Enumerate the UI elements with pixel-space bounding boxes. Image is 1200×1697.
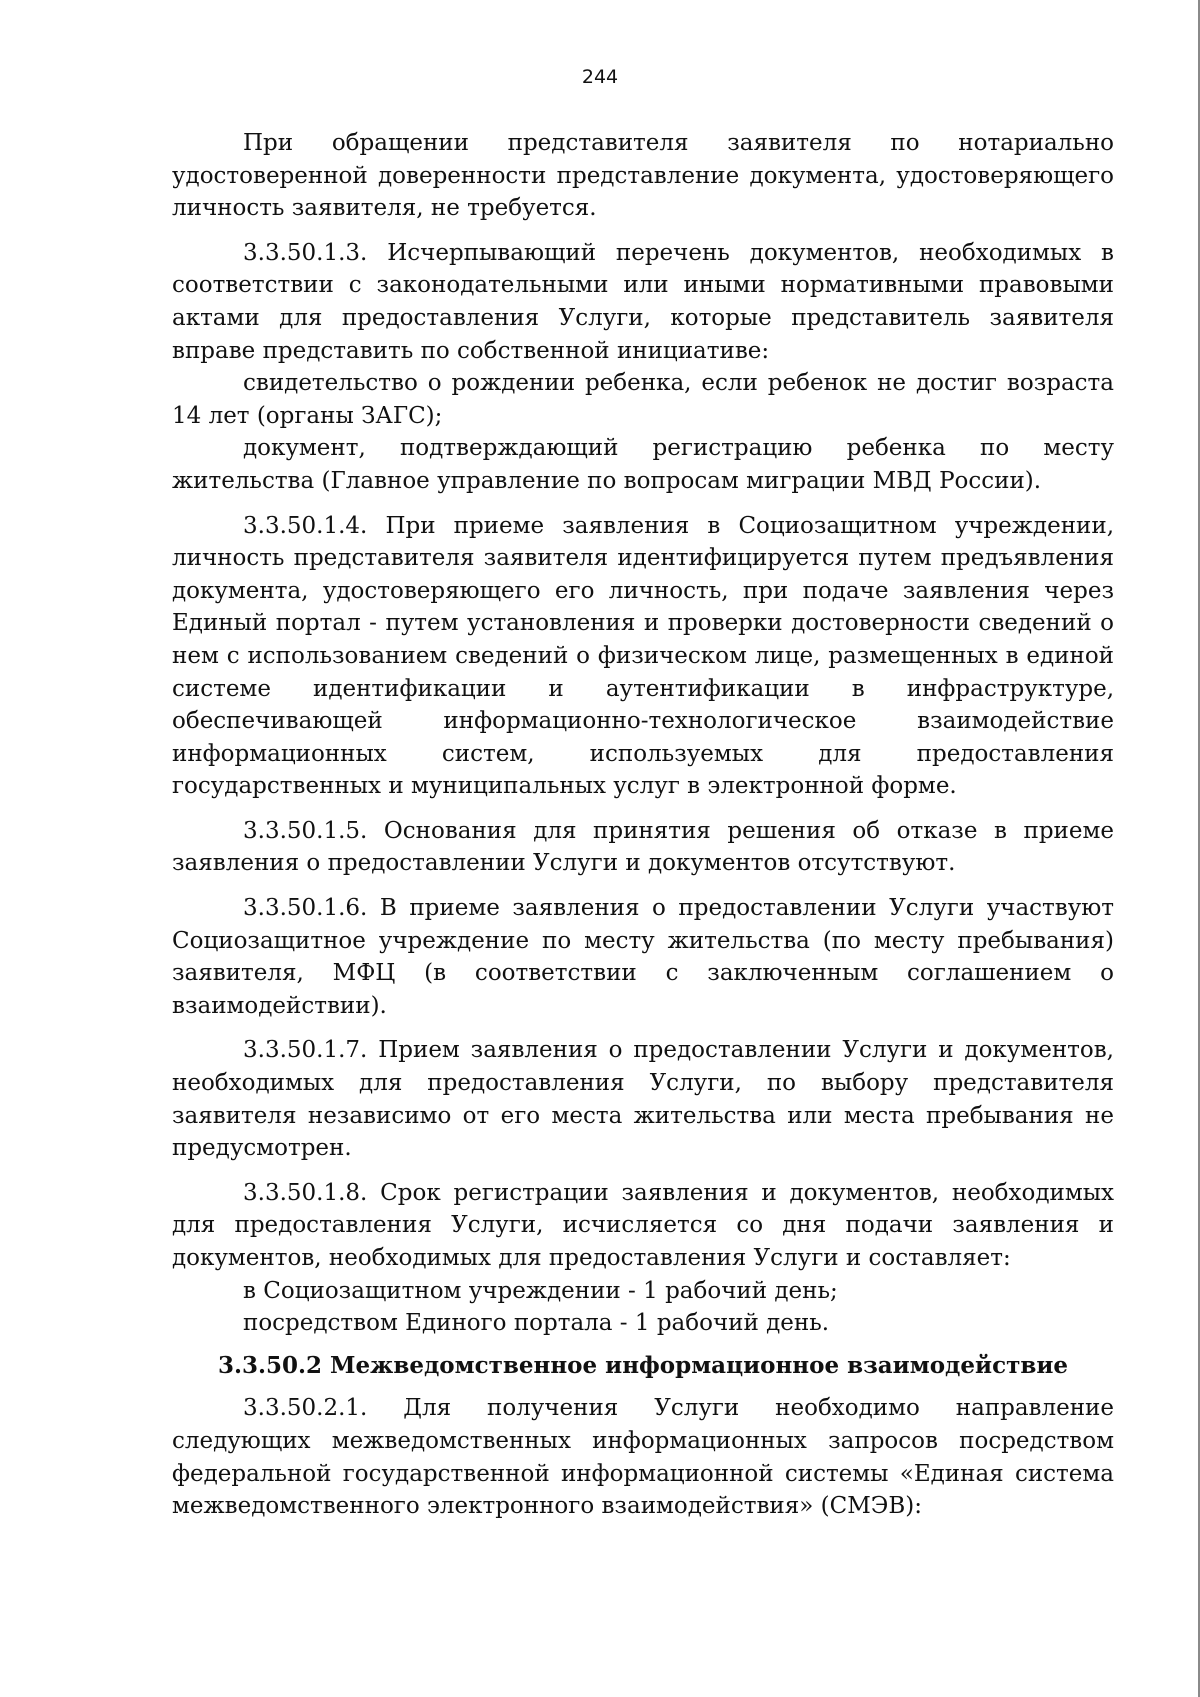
paragraph: свидетельство о рождении ребенка, если ребенок не достиг возраста 14 лет (органы ЗАГС); — [172, 370, 1114, 429]
document-body — [172, 127, 1114, 1523]
paragraph: 3.3.50.1.7. Прием заявления о предоставлении Услуги и документов, необходимых для предоставления Услуги, по выбору представителя заявителя независимо от его места жительства или места пребывания не предусмотрен. — [172, 1037, 1114, 1162]
section-3-3-50-2-paragraphs — [172, 1392, 1114, 1522]
paragraph: документ, подтверждающий регистрацию ребенка по месту жительства (Главное управление по вопросам миграции МВД России). — [172, 435, 1114, 494]
paragraph: 3.3.50.1.6. В приеме заявления о предоставлении Услуги участвуют Социозащитное учреждение по месту жительства (по месту пребывания) заявителя, МФЦ (в соответствии с заключенным соглашением о взаимодействии). — [172, 895, 1114, 1019]
paragraph: 3.3.50.1.8. Срок регистрации заявления и документов, необходимых для предоставления Услуги, исчисляется со дня подачи заявления и документов, необходимых для предоставления Услуги и составляет: — [172, 1179, 1114, 1271]
paragraph: 3.3.50.1.3. Исчерпывающий перечень документов, необходимых в соответствии с законодательными или иными нормативными правовыми актами для предоставления Услуги, которые представитель заявителя вправе представить по собственной инициативе: — [172, 239, 1114, 364]
paragraph: 3.3.50.2.1. Для получения Услуги необходимо направление следующих межведомственных информационных запросов посредством федеральной государственной информационной системы «Единая система межведомственного электронного взаимодействия» (СМЭВ): — [172, 1395, 1114, 1520]
paragraph: в Социозащитном учреждении - 1 рабочий день; — [243, 1277, 838, 1304]
section-heading: 3.3.50.2 Межведомственное информационное взаимодействие — [217, 1351, 1069, 1379]
section-3-3-50-1-paragraphs — [172, 127, 1114, 1340]
paragraph: При обращении представителя заявителя по нотариально удостоверенной доверенности представление документа, удостоверяющего личность заявителя, не требуется. — [172, 130, 1114, 222]
paragraph: посредством Единого портала - 1 рабочий день. — [243, 1310, 830, 1337]
page-number: 244 — [581, 66, 619, 88]
paragraph: 3.3.50.1.4. При приеме заявления в Социозащитном учреждении, личность представителя заявителя идентифицируется путем предъявления документа, удостоверяющего его личность, при подаче заявления через Единый портал - путем установления и проверки достоверности сведений о нем с использованием сведений о физическом лице, размещенных в единой системе идентификации и аутентификации в инфраструктуре, обеспечивающей информационно-технологическое взаимодействие информационных систем, используемых для предоставления государственных и муниципальных услуг в электронной форме. — [172, 512, 1114, 800]
paragraph: 3.3.50.1.5. Основания для принятия решения об отказе в приеме заявления о предоставлении Услуги и документов отсутствуют. — [172, 817, 1114, 877]
